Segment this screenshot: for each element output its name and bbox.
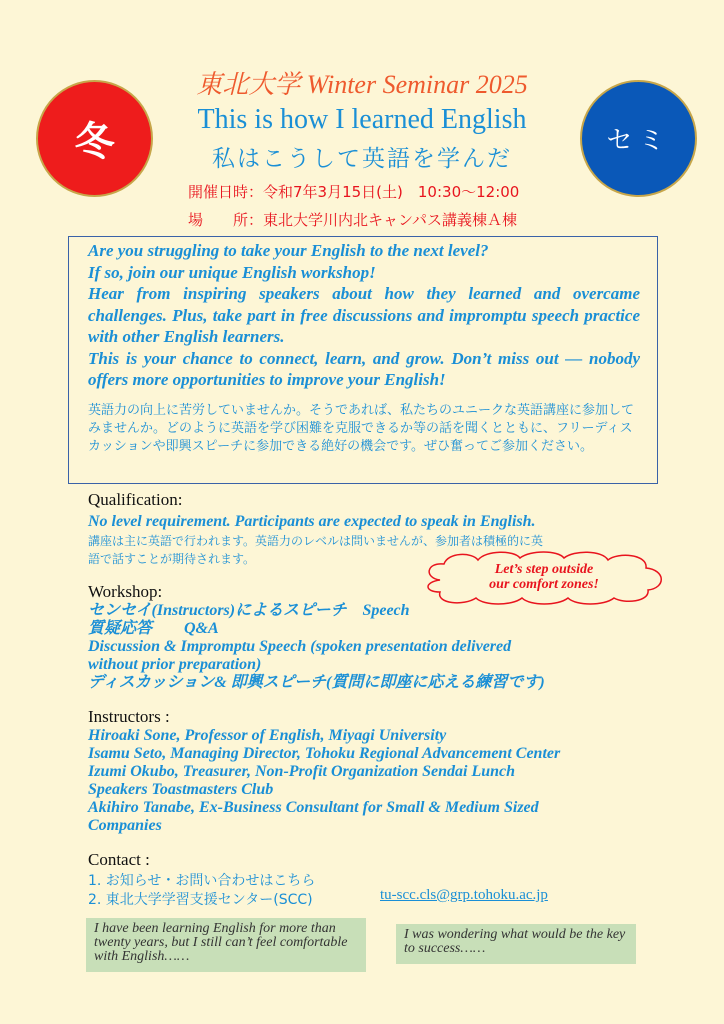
workshop-item: 質疑応答 Q&A: [88, 620, 219, 637]
seminar-badge-text: セミ: [606, 126, 671, 156]
subtitle-jp: 私はこうして英語を学んだ: [212, 146, 512, 172]
instructor-line: Isamu Seto, Managing Director, Tohoku Regional Advancement Center: [88, 745, 561, 762]
event-place: 場 所：東北大学川内北キャンパス講義棟Ａ棟: [188, 211, 517, 229]
note-left: I have been learning English for more than twenty years, but I still can’t feel comfortable with English……: [86, 918, 366, 972]
callout-line: Let’s step outside: [494, 562, 594, 577]
workshop-item: センセイ(Instructors)によるスピーチ Speech: [88, 602, 410, 619]
intro-en: [88, 240, 640, 391]
instructor-line: Speakers Toastmasters Club: [88, 781, 274, 798]
contact-item-1: 1. お知らせ・お問い合わせはこちら: [88, 873, 316, 889]
qualification-jp-1: 講座は主に英語で行われます。英語力のレベルは問いませんが、参加者は積極的に英: [88, 534, 544, 548]
contact-item-2: 2. 東北大学学習支援センター(SCC): [88, 892, 313, 908]
intro-line: This is your chance to connect, learn, and grow. Don’t miss out — nobody offers more opportunities to improve your English!: [88, 348, 640, 389]
qualification-jp-2: 語で話すことが期待されます。: [88, 552, 256, 566]
intro-line: Hear from inspiring speakers about how they learned and overcame challenges. Plus, take part in free discussions and impromptu speech practice with other English learners.: [88, 284, 640, 346]
instructors-heading: Instructors :: [88, 707, 170, 726]
winter-badge-text: 冬: [74, 119, 115, 165]
subtitle-en: This is how I learned English: [197, 104, 527, 135]
callout-text: [446, 562, 642, 592]
page-title: 東北大学 Winter Seminar 2025: [196, 70, 528, 99]
contact-email-link[interactable]: tu-scc.cls@grp.tohoku.ac.jp: [380, 887, 548, 903]
intro-jp: 英語力の向上に苦労していませんか。そうであれば、私たちのユニークな英語講座に参加してみませんか。どのように英語を学び困難を克服できるか等の話を聞くとともに、フリーディスカッションや即興スピーチに参加できる絶好の機会です。ぜひ奮ってご参加ください。: [88, 403, 635, 454]
event-date: 開催日時：令和7年3月15日(土) 10:30～12:00: [188, 183, 520, 201]
intro-line: If so, join our unique English workshop!: [88, 262, 376, 282]
note-right: I was wondering what would be the key to success……: [396, 924, 636, 964]
callout-line: our comfort zones!: [489, 577, 599, 592]
qualification-en: No level requirement. Participants are expected to speak in English.: [88, 513, 536, 530]
intro-line: Are you struggling to take your English to the next level?: [88, 241, 489, 260]
workshop-item: Discussion & Impromptu Speech (spoken presentation delivered: [88, 638, 512, 655]
workshop-heading: Workshop:: [88, 582, 163, 601]
workshop-item: without prior preparation): [88, 656, 262, 673]
instructor-line: Akihiro Tanabe, Ex-Business Consultant for Small & Medium Sized: [88, 799, 539, 816]
instructor-line: Companies: [88, 817, 162, 834]
instructor-line: Izumi Okubo, Treasurer, Non-Profit Organization Sendai Lunch: [88, 763, 516, 780]
workshop-item: ディスカッション& 即興スピーチ(質問に即座に応える練習です): [88, 674, 545, 691]
qualification-heading: Qualification:: [88, 490, 183, 509]
contact-heading: Contact :: [88, 850, 150, 869]
instructor-line: Hiroaki Sone, Professor of English, Miyagi University: [88, 727, 447, 744]
